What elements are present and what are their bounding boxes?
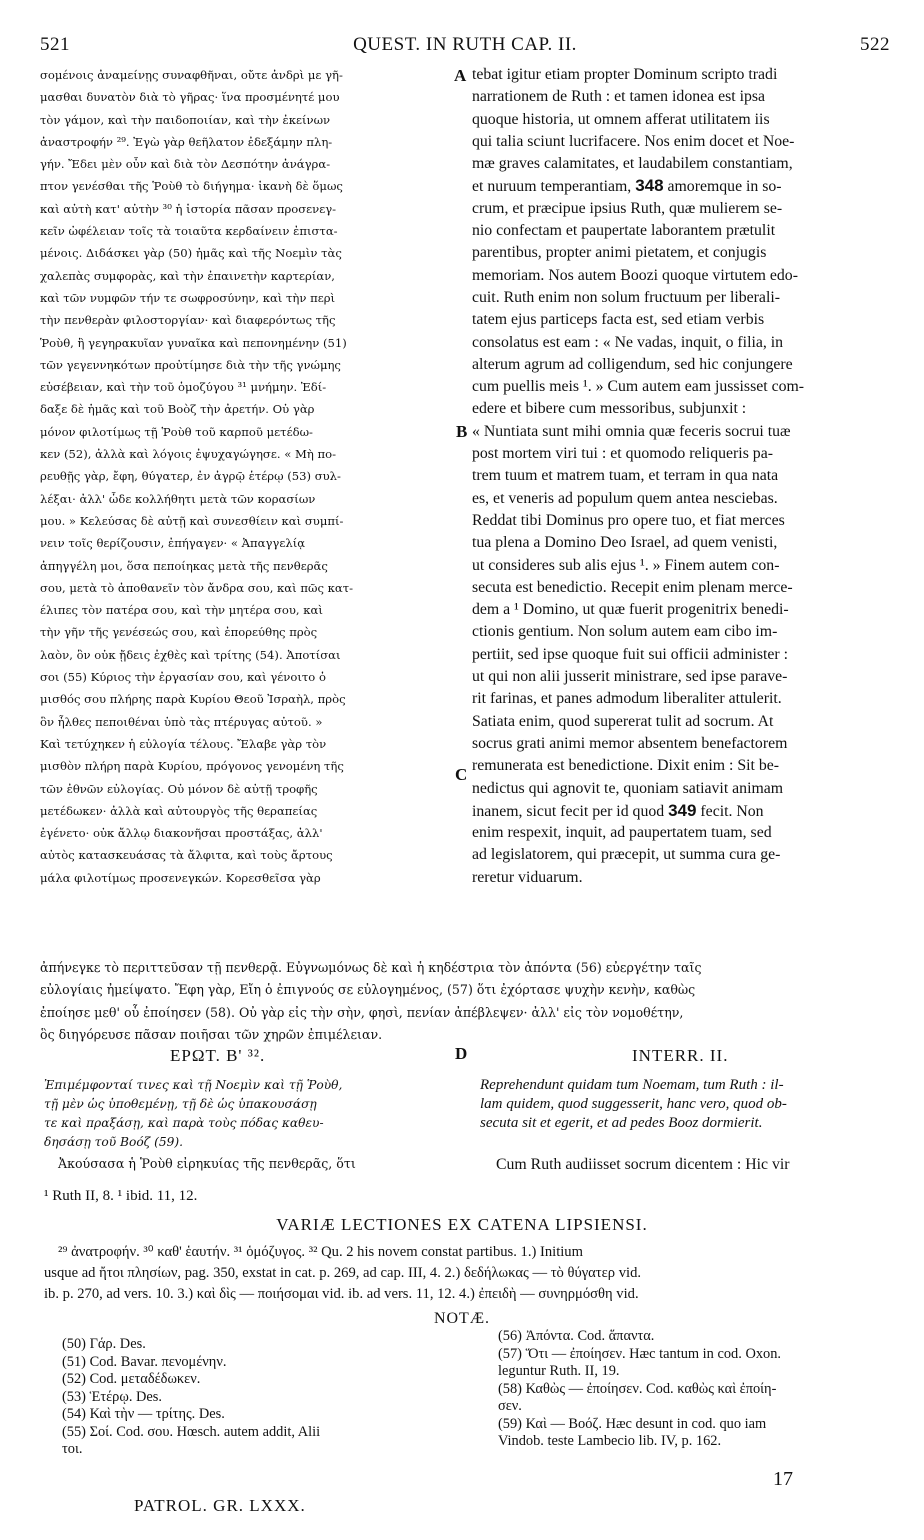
signature-number: 17 <box>773 1468 793 1490</box>
note-item: (55) Σοί. Cod. σου. Hœsch. autem addit, Alii <box>62 1423 321 1440</box>
text-line: έλιπες τὸν πατέρα σου, καὶ τὴν μητέρα σου, καὶ <box>40 603 323 618</box>
text-line: ἀπηγγέλη μοι, ὅσα πεποίηκας μετὰ τῆς πενθερᾶς <box>40 558 328 573</box>
text-line: ut qui non alii jusserit ministrare, sed ipse parave- <box>472 668 788 686</box>
scripture-footnotes: ¹ Ruth II, 8. ¹ ibid. 11, 12. <box>44 1188 198 1204</box>
notes-right-column <box>498 1328 781 1451</box>
text-line: nio confectam et paupertate laborantem prætulit <box>472 222 776 240</box>
text-line: νειν τοῖς θερίζουσιν, ἐπήγαγεν· « Ἀπαγγελίᾳ <box>40 536 306 551</box>
page-number-left: 521 <box>40 34 70 55</box>
text-line: μόνον φιλοτίμως τῇ Ῥοὺθ τοῦ καρποῦ μετέδω- <box>40 424 313 439</box>
question-line: secuta sit et egerit, et ad pedes Booz dormierit. <box>480 1115 763 1131</box>
text-line: μένοις. Διδάσκει γὰρ (50) ἡμᾶς καὶ τῆς Νοεμὶν τὰς <box>40 246 342 261</box>
text-line: Ῥοὺθ, ἣ γεγηρακυῖαν γυναῖκα καὶ πεπονημένην (51) <box>40 335 347 350</box>
text-line: cum puellis meis ¹. » Cum autem eam jussisset com- <box>472 378 805 396</box>
signature-line: PATROL. GR. LXXX. <box>134 1496 306 1515</box>
text-line: dem a ¹ Domino, ut quæ fuerit progenitrix benedi- <box>472 601 789 619</box>
running-header <box>40 34 890 58</box>
latin-text-column <box>472 64 890 889</box>
text-line: enim respexit, inquit, ad paupertatem tuam, sed <box>472 824 772 842</box>
column-number: 348 <box>635 176 664 196</box>
question-line: Reprehendunt quidam tum Noemam, tum Ruth : il- <box>480 1077 784 1093</box>
text-line: reretur viduarum. <box>472 868 583 886</box>
note-item: (59) Καὶ — Βοόζ. Hæc desunt in cod. quo iam <box>498 1415 767 1432</box>
note-item: (57) Ὅτι — ἐποίησεν. Hæc tantum in cod. Oxon. <box>498 1345 782 1362</box>
text-line: pertiit, sed ipse quoque fuit sui officii administer : <box>472 645 789 663</box>
answer-greek: Ἀκούσασα ἡ Ῥοὺθ εἰρηκυίας τῆς πενθερᾶς, ὅτι <box>58 1156 356 1171</box>
text-line: κεν (52), ἀλλὰ καὶ λόγοις ἐψυχαγώγησε. « Μὴ πο- <box>40 447 337 462</box>
text-line: τὸν γάμον, καὶ τὴν παιδοποιίαν, καὶ τὴν ἐκείνων <box>40 112 331 127</box>
text-line: μετέδωκεν· ἀλλὰ καὶ αὐτουργὸς τῆς θεραπείας <box>40 803 318 818</box>
text-line: σοι (55) Κύριος τὴν ἐργασίαν σου, καὶ γένοιτο ὁ <box>40 670 326 685</box>
text-line: καὶ αὐτὴ κατ' αὐτὴν ³⁰ ἡ ἱστορία πᾶσαν προσενεγ- <box>40 201 337 216</box>
text-line: ἀπήνεγκε τὸ περιττεῦσαν τῇ πενθερᾷ. Εὐγνωμόνως δὲ καὶ ἡ κηδέστρια τὸν ἀπόντα (56) εὐεργέτην ταῖς <box>40 960 702 975</box>
text-line: καὶ τῶν νυμφῶν τήν τε σωφροσύνην, καὶ τὴν περὶ <box>40 290 336 305</box>
note-item: (52) Cod. μεταδέδωκεν. <box>62 1371 201 1387</box>
text-line: μάλα φιλοτίμως προσενεγκών. Κορεσθεῖσα γὰρ <box>40 870 321 885</box>
section-heading-greek: ΕΡΩΤ. Β' ³². <box>170 1046 266 1065</box>
text-line: ctionis gentium. Non solum autem eam cibo im- <box>472 623 778 641</box>
text-line: εὐσέβειαν, καὶ τὴν τοῦ ὁμοζύγου ³¹ μνήμην. Ἐδί- <box>40 380 327 395</box>
text-line: post mortem viri tui : et quomodo reliqueris pa- <box>472 445 773 463</box>
text-line: τῶν ἐθνῶν εὐλογίας. Οὐ μόνον δὲ αὐτῇ τροφῆς <box>40 781 318 796</box>
text-line: τῶν γεγεννηκότων προὐτίμησε διὰ τὴν τῆς γνώμης <box>40 357 341 372</box>
text-line: tua plena a Domino Deo Israel, ad quem venisti, <box>472 534 778 552</box>
text-line: secuta est benedictio. Recepit enim plenam merce- <box>472 578 793 596</box>
text-line: μασθαι δυνατὸν διὰ τὸ γῆρας· ἵνα προσμένητέ μου <box>40 90 340 105</box>
text-line: γήν. Ἔδει μὲν οὖν καὶ διὰ τὸν Δεσπότην ἀνάγρα- <box>40 157 331 172</box>
text-line: remunerata est benedictione. Dixit enim : Sit be- <box>472 757 780 775</box>
variant-line: usque ad ἤτοι πλησίων, pag. 350, exstat in cat. p. 269, ad cap. III, 4. 2.) δεδήλωκας — τὸ θύγατερ vid. <box>44 1265 642 1281</box>
note-item: Vindob. teste Lambecio lib. IV, p. 162. <box>498 1433 722 1449</box>
greek-full-width-text <box>40 957 890 1046</box>
text-line: consolatus est eam : « Ne vadas, inquit, o filia, in <box>472 333 784 351</box>
note-item: (58) Καθὼς — ἐποίησεν. Cod. καθὼς καὶ ἐποίη- <box>498 1380 777 1397</box>
question-greek <box>44 1076 342 1152</box>
text-line: τὴν γῆν τῆς γενέσεώς σου, καὶ ἐπορεύθης πρὸς <box>40 625 318 640</box>
margin-letter-c: C <box>455 765 468 784</box>
variae-lectiones-text <box>44 1242 642 1305</box>
text-line: δαξε δὲ ἡμᾶς καὶ τοῦ Βοὸζ τὴν ἀρετήν. Οὐ γὰρ <box>40 402 315 417</box>
text-line: τὴν πενθερὰν φιλοστοργίαν· καὶ διαφερόντως τῆς <box>40 313 336 328</box>
text-line: ὃν ἦλθες πεποιθέναι ὑπὸ τὰς πτέρυγας αὐτοῦ. » <box>40 714 323 729</box>
text-line: rit farinas, et panes admodum liberaliter attulerit. <box>472 690 782 708</box>
text-line: alterum agrum ad colligendum, sed hic conjungere <box>472 355 793 373</box>
text-line: memoriam. Nos autem Boozi quoque virtutem edo- <box>472 266 798 284</box>
note-item: (50) Γάρ. Des. <box>62 1336 146 1352</box>
text-line: quoque historia, ut omnem afferat utilitatem iis <box>472 110 770 128</box>
margin-letter-a: A <box>454 66 467 85</box>
note-item: (56) Ἀπόντα. Cod. ἅπαντα. <box>498 1328 655 1344</box>
margin-letter-d: D <box>455 1044 468 1063</box>
text-line: ut consideres sub alis ejus ¹. » Finem autem con- <box>472 556 780 574</box>
note-item: τοι. <box>62 1441 83 1457</box>
text-line: ἐποίησε μεθ' οὗ ἐποίησεν (58). Οὐ γὰρ εἰς τὴν σὴν, φησὶ, πενίαν ἀπέβλεψεν· ἀλλ' εἰς τὸν νομοθέτην, <box>40 1004 684 1020</box>
question-line: lam quidem, quod suggesserit, hanc vero, quod ob- <box>480 1096 787 1112</box>
text-line: Reddat tibi Dominus pro opere tuo, et fiat merces <box>472 511 785 529</box>
variae-lectiones-title: VARIÆ LECTIONES EX CATENA LIPSIENSI. <box>276 1215 648 1234</box>
text-line: narrationem de Ruth : et tamen idonea est ipsa <box>472 88 766 106</box>
note-item: σεν. <box>498 1398 522 1414</box>
text-line: parentibus, propter animi pietatem, et conjugis <box>472 244 767 262</box>
question-latin <box>480 1076 787 1133</box>
note-item: (53) Ἑτέρῳ. Des. <box>62 1388 162 1405</box>
text-line: Satiata enim, quod supererat tulit ad socrum. At <box>472 712 774 730</box>
text-line: nedictus qui agnovit te, quoniam satiavit animam <box>472 779 784 797</box>
text-line: κεῖν ὠφέλειαν τοῖς τὰ τοιαῦτα κερδαίνειν ἐπιστα- <box>40 224 338 239</box>
text-line: αὐτὸς κατασκευάσας τὰ ἄλφιτα, καὶ τοὺς ἄρτους <box>40 848 333 863</box>
note-item: (51) Cod. Bavar. πενομένην. <box>62 1353 227 1370</box>
text-line: μισθός σου πλήρης παρὰ Κυρίου Θεοῦ Ἰσραὴλ, πρὸς <box>40 692 346 707</box>
text-line: qui talia sciunt lucrifacere. Nos enim docet et Noe- <box>472 132 795 150</box>
text-line: es, et veneris ad populum quem antea nesciebas. <box>472 489 778 507</box>
text-line: ὃς διηγόρευσε πᾶσαν ποιῆσαι τῶν χηρῶν ἐπιμέλειαν. <box>40 1026 383 1042</box>
text-line: edere et bibere cum messoribus, subjunxit : <box>472 400 747 418</box>
question-line: δησάσῃ τοῦ Βοόζ (59). <box>44 1135 184 1149</box>
text-line: πτον γενέσθαι τῆς Ῥοὺθ τὸ διήγημα· ἱκανὴ δὲ ὅμως <box>40 179 343 194</box>
variant-line: ²⁹ ἀνατροφήν. ³⁰ καθ' ἑαυτήν. ³¹ ὁμόζυγος. ³² Qu. 2 his novem constat partibus. 1.) Initium <box>58 1244 583 1260</box>
text-line: ρευθῇς γὰρ, ἔφη, θύγατερ, ἐν ἀγρῷ ἑτέρῳ (53) συλ- <box>40 469 341 484</box>
question-line: Ἐπιμέμφονταί τινες καὶ τῇ Νοεμὶν καὶ τῇ Ῥοὺθ, <box>44 1078 343 1092</box>
text-line: tebat igitur etiam propter Dominum scripto tradi <box>472 66 778 83</box>
section-heading-latin: INTERR. II. <box>632 1046 729 1065</box>
text-line: inanem, sicut fecit per id quod 349 fecit. Non <box>472 800 764 820</box>
text-line: cuit. Ruth enim non solum fructuum per liberali- <box>472 288 780 306</box>
text-line: σου, μετὰ τὸ ἀποθανεῖν τὸν ἄνδρα σου, καὶ πῶς κατ- <box>40 580 354 595</box>
running-head-title: QUEST. IN RUTH CAP. II. <box>353 34 577 55</box>
notae-title: NOTÆ. <box>433 1310 491 1327</box>
variant-line: ib. p. 270, ad vers. 10. 3.) καὶ δὶς — ποιήσομαι vid. ib. ad vers. 11, 12. 4.) ἐπειδὴ — συνηρμόσθη vid. <box>44 1286 639 1302</box>
text-line: χαλεπὰς συμφορὰς, καὶ τὴν ἐπαινετὴν καρτερίαν, <box>40 268 335 283</box>
question-line: τῇ μὲν ὡς ὑποθεμένῃ, τῇ δὲ ὡς ὑπακουσάσῃ <box>44 1097 317 1111</box>
column-number: 349 <box>668 800 697 820</box>
text-line: socrus grati animi memor absentem benefactorem <box>472 734 788 752</box>
text-line: tatem ejus particeps facta est, sed etiam verbis <box>472 311 765 329</box>
greek-text-column <box>40 64 452 889</box>
text-line: « Nuntiata sunt mihi omnia quæ feceris socrui tuæ <box>472 422 791 440</box>
margin-letter-b: B <box>456 422 468 441</box>
page-number-right: 522 <box>860 34 890 55</box>
text-line: et nuruum temperantiam, 348 amoremque in so- <box>472 176 782 196</box>
text-line: Καὶ τετύχηκεν ἡ εὐλογία τέλους. Ἔλαβε γὰρ τὸν <box>40 736 327 751</box>
text-line: μου. » Κελεύσας δὲ αὐτῇ καὶ συνεσθίειν καὶ συμπί- <box>40 513 344 528</box>
text-line: λέξαι· ἀλλ' ὧδε κολλήθητι μετὰ τῶν κορασίων <box>40 491 316 506</box>
answer-latin: Cum Ruth audiisset socrum dicentem : Hic vir <box>496 1156 790 1173</box>
note-item: leguntur Ruth. II, 19. <box>498 1363 620 1379</box>
text-line: εὐλογίαις ἠμείψατο. Ἔφη γὰρ, Εἴη ὁ ἐπιγνούς σε εὐλογημένος, (57) ὅτι ἐχόρτασε ψυχὴν κενὴν, καθὼς <box>40 982 696 998</box>
text-line: μισθὸν πλήρη παρὰ Κυρίου, πρόγονος γενομένη τῆς <box>40 759 344 774</box>
text-line: crum, et præcipue ipsius Ruth, quæ mulierem se- <box>472 199 783 217</box>
question-line: τε καὶ πραξάσῃ, καὶ παρὰ τοὺς πόδας καθευ- <box>44 1116 324 1130</box>
text-line: ἐγένετο· οὐκ ἄλλῳ διακονῆσαι προστάξας, ἀλλ' <box>40 826 323 841</box>
note-item: (54) Καὶ τὴν — τρίτης. Des. <box>62 1406 225 1422</box>
text-line: σομένοις ἀναμείνῃς συναφθῆναι, οὔτε ἀνδρὶ με γῆ- <box>40 68 343 82</box>
text-line: λαὸν, ὃν οὐκ ᾔδεις ἐχθὲς καὶ τρίτης (54). Ἀποτίσαι <box>40 647 341 662</box>
text-line: mæ graves calamitates, et laudabilem constantiam, <box>472 155 793 173</box>
text-line: trem tuum et matrem tuam, et terram in qua nata <box>472 467 779 485</box>
text-line: ἀναστροφήν ²⁹. Ἐγὼ γὰρ θεῆλατον ἐδεξάμην πλη- <box>40 134 333 149</box>
text-line: ad legislatorem, qui præcepit, ut summa cura ge- <box>472 846 781 864</box>
notes-left-column <box>62 1336 320 1459</box>
